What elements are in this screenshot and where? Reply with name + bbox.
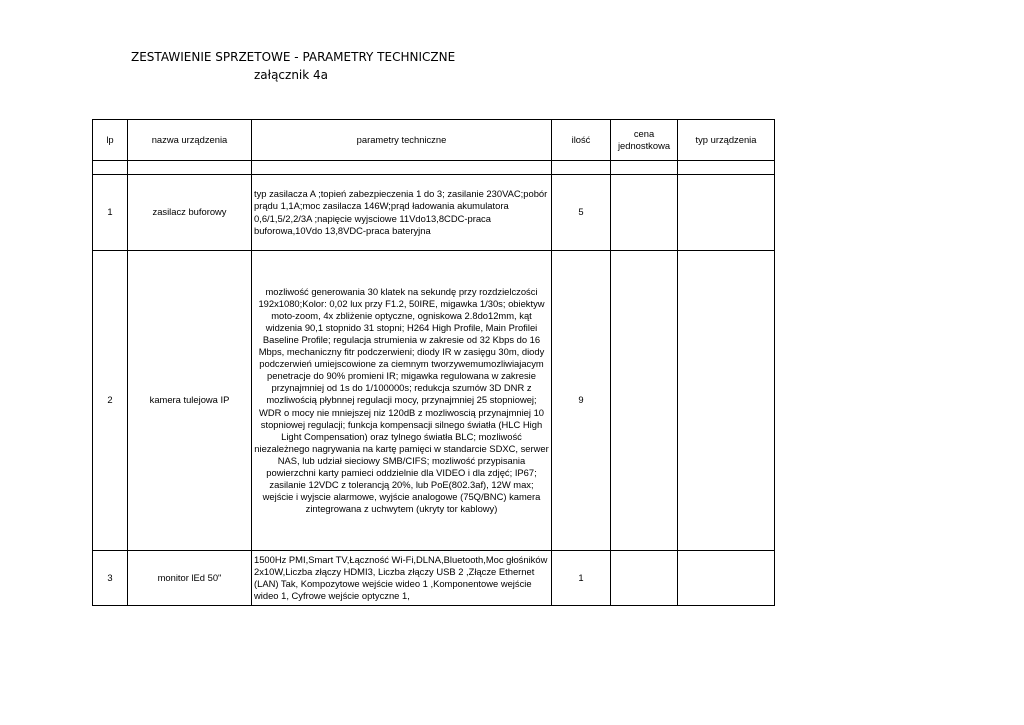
- row-device-type: [678, 251, 775, 551]
- row-unit-price: [611, 551, 678, 606]
- row-technical-params: typ zasilacza A ;topień zabezpieczenia 1 do 3; zasilanie 230VAC;pobór prądu 1,1A;moc zasilacza 146W;prąd ładowania akumulatora 0,6/1,5/2,2/3A ;napięcie wyjsciowe 11Vdo13,8CDC-praca buforowa,10Vdo 13,8VDC-praca bateryjna: [252, 175, 552, 251]
- column-header-qty: ilość: [552, 120, 611, 161]
- row-quantity: 1: [552, 551, 611, 606]
- spacer-cell: [128, 161, 252, 175]
- row-device-type: [678, 551, 775, 606]
- row-lp: 1: [93, 175, 128, 251]
- row-lp: 2: [93, 251, 128, 551]
- row-device-name: monitor lEd 50": [128, 551, 252, 606]
- column-header-price: cena jednostkowa: [611, 120, 678, 161]
- equipment-table: [92, 119, 775, 606]
- table-spacer-row: [93, 161, 775, 175]
- spacer-cell: [252, 161, 552, 175]
- table-row: [93, 551, 775, 606]
- row-quantity: 9: [552, 251, 611, 551]
- row-device-name: zasilacz buforowy: [128, 175, 252, 251]
- document-title: ZESTAWIENIE SPRZETOWE - PARAMETRY TECHNICZNE: [131, 50, 456, 64]
- document-subtitle: załącznik 4a: [254, 68, 329, 82]
- spacer-cell: [678, 161, 775, 175]
- column-header-name: nazwa urządzenia: [128, 120, 252, 161]
- table-row: [93, 251, 775, 551]
- row-technical-params: 1500Hz PMI,Smart TV,Łączność Wi-Fi,DLNA,Bluetooth,Moc głośników 2x10W,Liczba złączy HDMI3, Liczba złączy USB 2 ,Złącze Ethernet (LAN) Tak, Kompozytowe wejście wideo 1 ,Komponentowe wejście wideo 1, Cyfrowe wejście optyczne 1,: [252, 551, 552, 606]
- row-technical-params: mozliwość generowania 30 klatek na sekundę przy rozdzielczości 192x1080;Kolor: 0,02 lux przy F1.2, 50IRE, migawka 1/30s; obiektyw moto-zoom, 4x zbliżenie optyczne, ogniskowa 2.8do12mm, kąt widzenia 90,1 stopnido 31 stopni; H264 High Profile, Main Profilei Baseline Profile; regulacja strumienia w zakresie od 32 Kbps do 16 Mbps, mechaniczny fitr podczerwieni; diody IR w zasięgu 30m, diody podczerwień umiejscowione za ciemnym tworzywemumozliwiajacym penetracje do 90% promieni IR; migawka regulowana w zakresie przynajmniej od 1s do 1/100000s; redukcja szumów 3D DNR z mozliwością płybnnej regulacji mocy, przynajmniej 25 stopniowej; WDR o mocy nie mniejszej niz 120dB z mozliwoscią przynajmniej 10 stopniowej regulacji; funkcja kompensacji silnego światła (HLC High Light Compensation) oraz tylnego światła BLC; mozliwość niezależnego nagrywania na kartę pamięci w standarcie SDXC, serwer NAS, lub udział sieciowy SMB/CIFS; mozliwość przypisania powierzchni karty pamieci oddzielnie dla VIDEO i dla zdjęć; IP67; zasilanie 12VDC z tolerancją 20%, lub PoE(802.3af), 12W max; wejście i wyjscie alarmowe, wyjście analogowe (75Q/BNC) kamera zintegrowana z uchwytem (ukryty tor kablowy): [252, 251, 552, 551]
- table-header-row: [93, 120, 775, 161]
- row-lp: 3: [93, 551, 128, 606]
- column-header-type: typ urządzenia: [678, 120, 775, 161]
- table-row: [93, 175, 775, 251]
- column-header-lp: lp: [93, 120, 128, 161]
- spacer-cell: [552, 161, 611, 175]
- row-quantity: 5: [552, 175, 611, 251]
- row-unit-price: [611, 175, 678, 251]
- row-device-name: kamera tulejowa IP: [128, 251, 252, 551]
- spacer-cell: [611, 161, 678, 175]
- spacer-cell: [93, 161, 128, 175]
- row-device-type: [678, 175, 775, 251]
- row-unit-price: [611, 251, 678, 551]
- column-header-params: parametry techniczne: [252, 120, 552, 161]
